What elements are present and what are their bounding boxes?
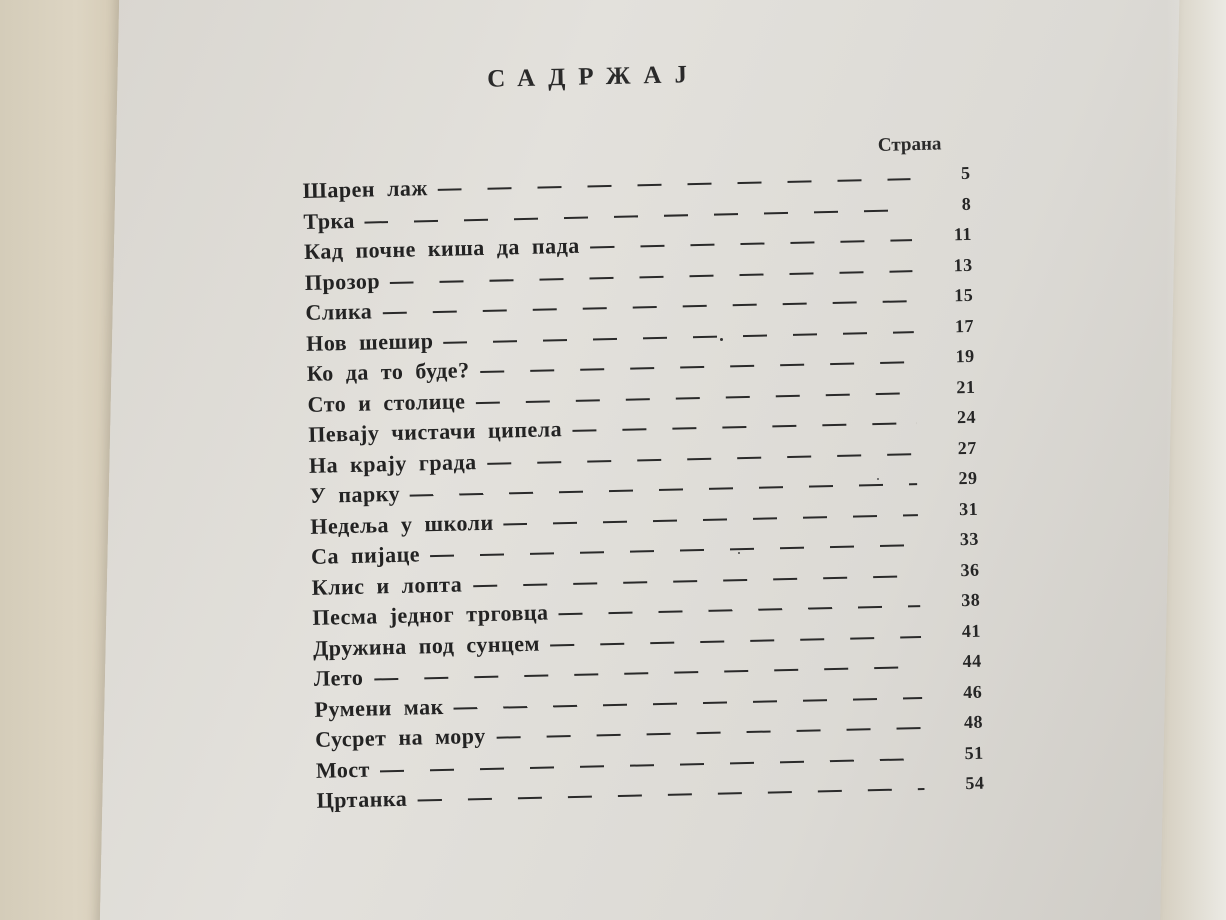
toc-entries <box>302 161 984 816</box>
toc-entry-page: 27 <box>957 437 977 458</box>
dash-leader <box>550 636 921 646</box>
toc-entry-page: 44 <box>962 650 982 672</box>
toc-entry-title: Кад почне киша да пада <box>303 232 580 265</box>
toc-entry-page: 8 <box>961 193 972 214</box>
toc-entry-title: Нов шешир <box>305 327 434 356</box>
toc-entry-title: У парку <box>309 481 401 509</box>
page-edge-highlight <box>1166 0 1226 920</box>
toc-entry-title: Песма једног трговца <box>312 599 549 631</box>
toc-entry-title: Мост <box>315 756 371 783</box>
toc-entry-title: Ко да то буде? <box>306 357 470 387</box>
toc-entry-page: 21 <box>956 376 976 397</box>
toc-entry-title: Шарен лаж <box>302 175 429 204</box>
toc-entry-title: Клис и лопта <box>311 571 463 600</box>
toc-entry-page: 36 <box>960 559 980 580</box>
ink-speck <box>738 552 740 554</box>
toc-entry-title: Певају чистачи ципела <box>307 416 563 448</box>
dash-leader <box>430 544 919 557</box>
dash-leader <box>365 209 911 223</box>
toc-entry-title: Цртанка <box>316 786 408 814</box>
toc-entry-page: 29 <box>958 467 978 489</box>
toc-entry-page: 41 <box>961 620 982 641</box>
toc-entry-page: 33 <box>959 528 980 550</box>
toc-entry-page: 24 <box>956 406 977 428</box>
toc-entry-page: 11 <box>953 223 973 245</box>
dash-leader <box>475 392 915 404</box>
toc-entry-page: 15 <box>954 284 974 306</box>
dash-leader <box>559 605 921 615</box>
toc-entry-page: 13 <box>953 254 973 275</box>
ink-speck <box>720 338 723 341</box>
dash-leader <box>438 178 911 191</box>
toc-entry-title: Сусрет на мору <box>314 723 486 753</box>
toc-title: САДРЖАЈ <box>486 60 701 93</box>
toc-entry-page: 46 <box>963 681 983 702</box>
dash-leader <box>472 575 919 587</box>
page-column-header: Страна <box>877 133 942 156</box>
toc-entry-page: 38 <box>960 589 981 611</box>
toc-entry-page: 54 <box>965 772 985 794</box>
dash-leader <box>410 483 917 497</box>
dash-leader <box>496 727 923 739</box>
dash-leader <box>572 422 916 432</box>
toc-entry-page: 5 <box>960 162 971 184</box>
dash-leader <box>390 270 913 284</box>
dash-leader <box>487 453 917 465</box>
toc-entry-page: 17 <box>954 315 975 336</box>
toc-entry-title: Сто и столице <box>307 388 466 417</box>
toc-entry-title: На крају града <box>308 448 477 478</box>
dash-leader <box>380 758 924 772</box>
dash-leader <box>382 300 913 314</box>
ink-speck <box>877 478 879 480</box>
dash-leader <box>504 514 919 525</box>
dash-leader <box>454 697 923 710</box>
dash-leader <box>590 239 912 248</box>
dash-leader <box>443 331 914 344</box>
toc-entry-title: Недеља у школи <box>310 509 494 539</box>
toc-entry-title: Лето <box>313 664 364 692</box>
toc-entry-title: Са пијаце <box>310 541 421 570</box>
toc-entry-title: Трка <box>303 207 356 234</box>
toc-entry-title: Слика <box>305 298 373 326</box>
toc-entry-title: Румени мак <box>314 693 445 722</box>
toc-entry-title: Дружина под сунцем <box>312 630 541 661</box>
dash-leader <box>480 361 915 373</box>
dash-leader <box>373 666 921 680</box>
dash-leader <box>417 788 924 802</box>
toc-entry-title: Прозор <box>304 267 381 295</box>
toc-entry-page: 51 <box>964 742 984 763</box>
toc-entry-page: 19 <box>955 345 975 367</box>
toc-entry-page: 31 <box>958 498 979 519</box>
toc-entry-page: 48 <box>963 711 984 733</box>
